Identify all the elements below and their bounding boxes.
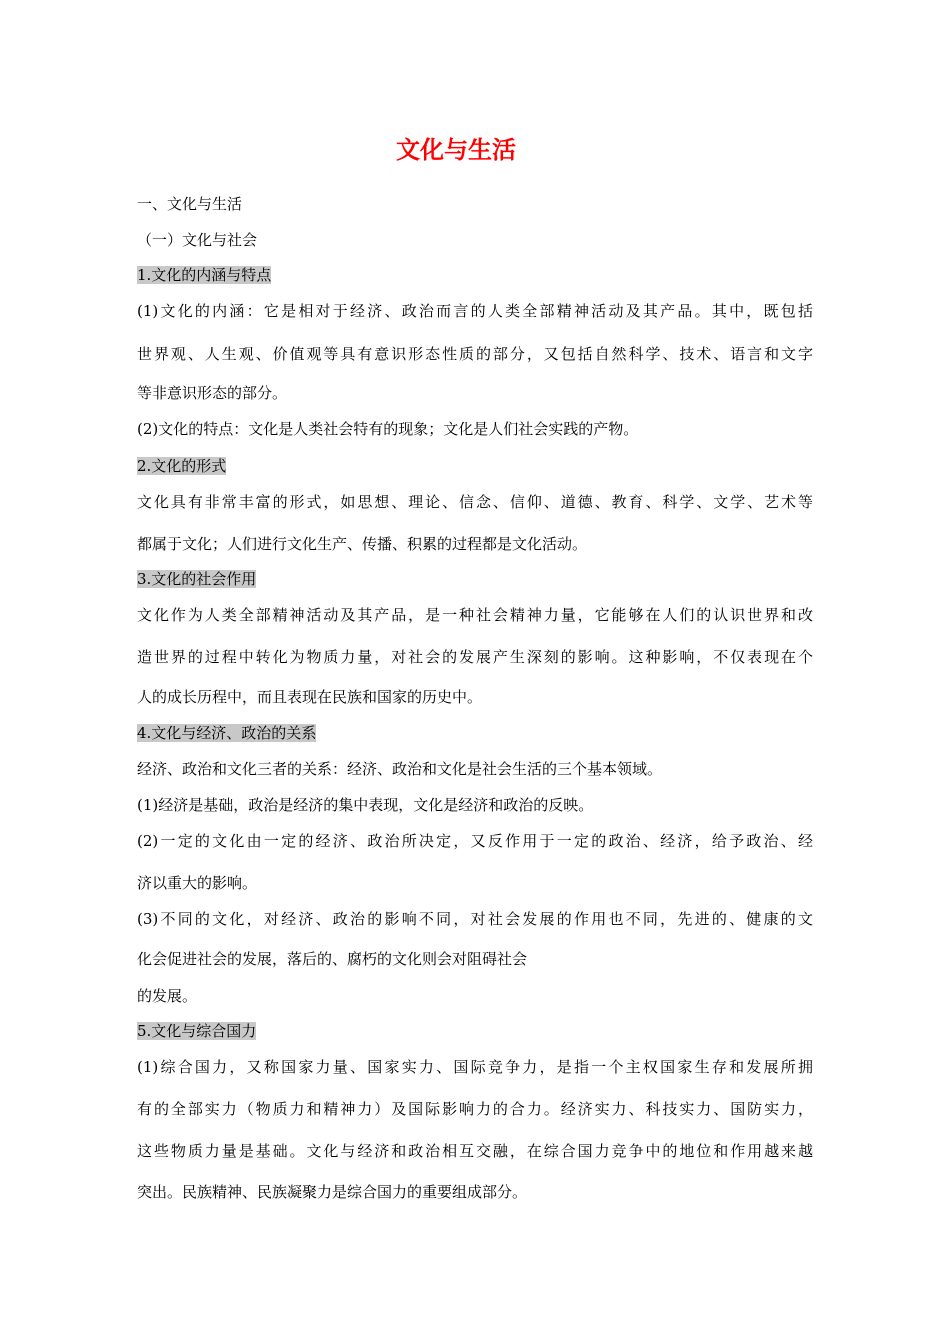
paragraph-line: (1)综合国力，又称国家力量、国家实力、国际竞争力，是指一个主权国家生存和发展所拥 [137, 1058, 813, 1076]
topic-heading-2 [137, 455, 226, 477]
paragraph-line: 人的成长历程中，而且表现在民族和国家的历史中。 [137, 688, 483, 706]
paragraph-line: 都属于文化；人们进行文化生产、传播、积累的过程都是文化活动。 [137, 535, 588, 553]
paragraph-line: 造世界的过程中转化为物质力量，对社会的发展产生深刻的影响。这种影响，不仅表现在个 [137, 648, 813, 666]
highlighted-heading: 5.文化与综合国力 [137, 1022, 257, 1040]
paragraph-line: 济以重大的影响。 [137, 874, 258, 892]
topic-heading-3 [137, 568, 256, 590]
paragraph-line: (1)文化的内涵：它是相对于经济、政治而言的人类全部精神活动及其产品。其中，既包括 [137, 302, 813, 320]
paragraph-line: 突出。民族精神、民族凝聚力是综合国力的重要组成部分。 [137, 1183, 528, 1201]
highlighted-heading: 1.文化的内涵与特点 [137, 266, 272, 284]
highlighted-heading: 3.文化的社会作用 [137, 570, 257, 588]
highlighted-heading: 2.文化的形式 [137, 457, 227, 475]
document-title: 文化与生活 [396, 136, 516, 164]
paragraph-line: 的发展。 [137, 987, 198, 1005]
paragraph-line: 经济、政治和文化三者的关系：经济、政治和文化是社会生活的三个基本领域。 [137, 760, 663, 778]
paragraph-line: (2)文化的特点：文化是人类社会特有的现象；文化是人们社会实践的产物。 [137, 420, 639, 438]
topic-heading-1 [137, 264, 271, 286]
paragraph-line: 世界观、人生观、价值观等具有意识形态性质的部分，又包括自然科学、技术、语言和文字 [137, 345, 813, 363]
paragraph-line: (1)经济是基础，政治是经济的集中表现，文化是经济和政治的反映。 [137, 796, 594, 814]
paragraph-line: 文化具有非常丰富的形式，如思想、理论、信念、信仰、道德、教育、科学、文学、艺术等 [137, 493, 813, 511]
section-heading: 一、文化与生活 [137, 195, 243, 213]
paragraph-line: 等非意识形态的部分。 [137, 384, 288, 402]
paragraph-line: (2)一定的文化由一定的经济、政治所决定，又反作用于一定的政治、经济，给予政治、经 [137, 832, 813, 850]
subsection-heading: （一）文化与社会 [137, 231, 258, 249]
topic-heading-5 [137, 1020, 256, 1042]
paragraph-line: 这些物质力量是基础。文化与经济和政治相互交融，在综合国力竞争中的地位和作用越来越 [137, 1142, 813, 1160]
paragraph-line: 文化作为人类全部精神活动及其产品，是一种社会精神力量，它能够在人们的认识世界和改 [137, 606, 813, 624]
paragraph-line: 有的全部实力（物质力和精神力）及国际影响力的合力。经济实力、科技实力、国防实力， [137, 1100, 813, 1118]
paragraph-line: (3)不同的文化，对经济、政治的影响不同，对社会发展的作用也不同，先进的、健康的文 [137, 910, 813, 928]
paragraph-line: 化会促进社会的发展，落后的、腐朽的文化则会对阻碍社会 [137, 950, 528, 968]
highlighted-heading: 4.文化与经济、政治的关系 [137, 724, 317, 742]
topic-heading-4 [137, 722, 316, 744]
